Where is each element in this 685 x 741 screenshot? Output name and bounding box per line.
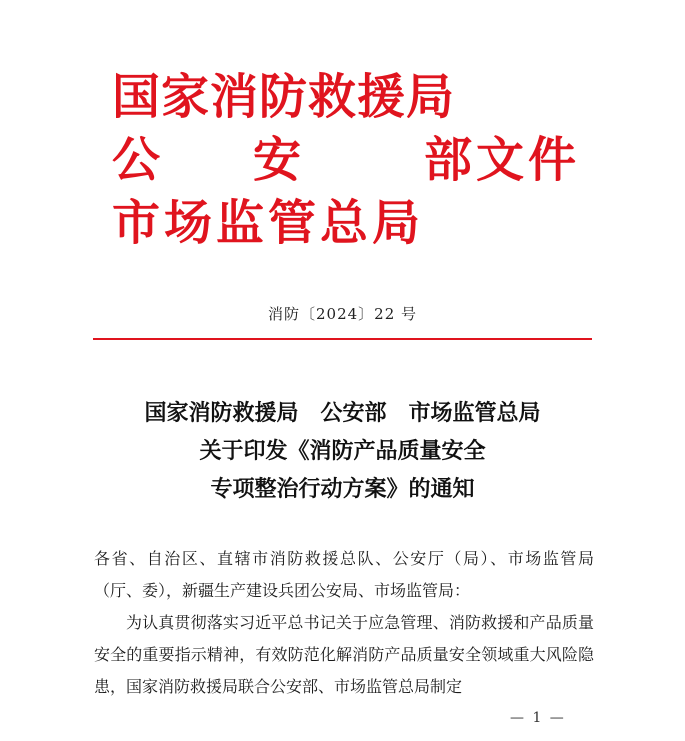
- body-paragraph: 为认真贯彻落实习近平总书记关于应急管理、消防救援和产品质量安全的重要指示精神，有效防范化解消防产品质量安全领域重大风险隐患，国家消防救援局联合公安部、市场监管总局制定: [94, 613, 594, 696]
- issuer-line-fire-rescue: 国家消防救援局: [112, 69, 456, 125]
- issuer-char: 安: [253, 132, 302, 188]
- issuer-char: 部: [424, 132, 473, 188]
- red-divider-line: [93, 338, 592, 340]
- issuer-char: 文: [476, 132, 525, 188]
- issuer-char: 件: [528, 132, 577, 188]
- issuer-line-public-security: [112, 129, 582, 191]
- title-line: 国家消防救援局 公安部 市场监管总局: [144, 400, 541, 426]
- title-line: 专项整治行动方案》的通知: [210, 476, 475, 502]
- page-number: — 1 —: [510, 710, 566, 726]
- issuer-line-market-regulation: 市场监管总局: [112, 195, 425, 251]
- document-number: 消防〔2024〕22 号: [267, 305, 418, 323]
- document-body: [94, 543, 594, 703]
- issuer-char: 公: [112, 132, 161, 188]
- title-line: 关于印发《消防产品质量安全: [199, 438, 486, 464]
- document-title: [0, 394, 685, 508]
- recipients-paragraph: 各省、自治区、直辖市消防救援总队、公安厅（局）、市场监管局（厅、委），新疆生产建设兵团公安局、市场监管局：: [94, 549, 594, 600]
